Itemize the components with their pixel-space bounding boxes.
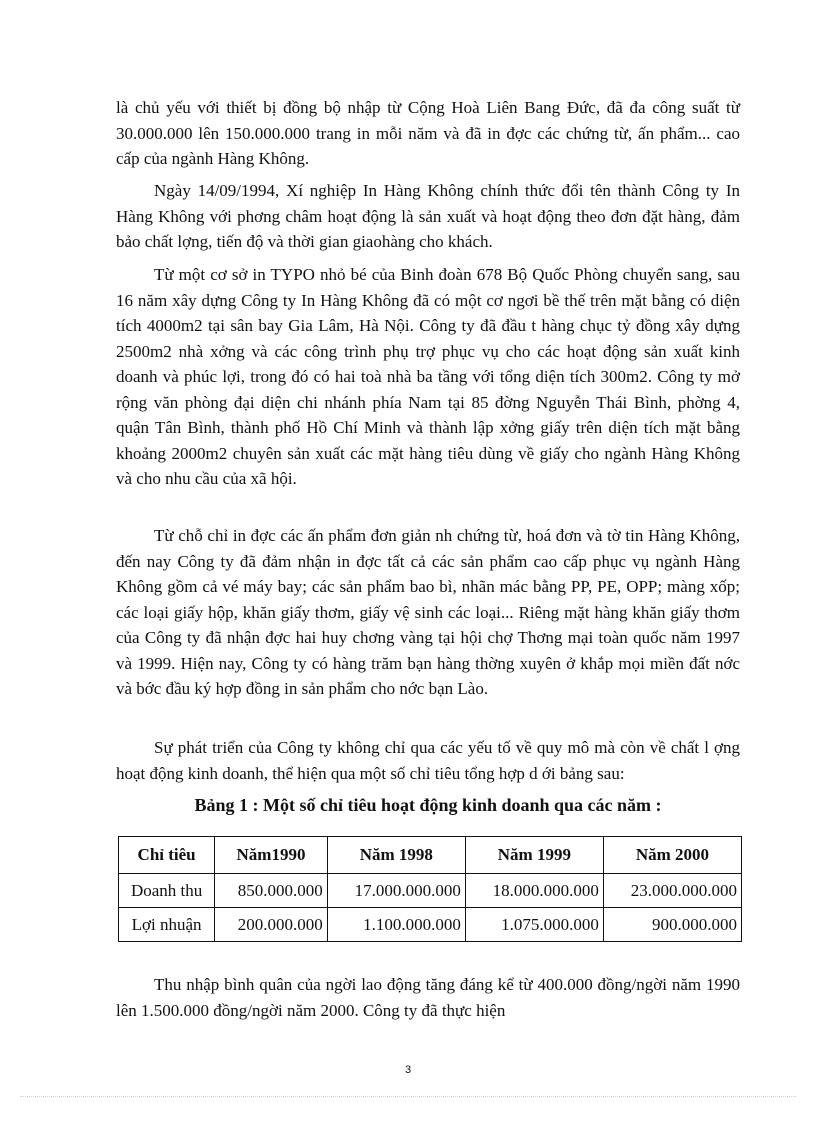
table-header-row: [119, 837, 742, 874]
paragraph-4: [116, 523, 740, 702]
page-number: 3: [404, 1064, 412, 1076]
paragraph-3: [116, 262, 740, 492]
table-cell: 200.000.000: [215, 908, 328, 942]
header-year-1990: Năm1990: [215, 837, 328, 874]
table-cell: 1.100.000.000: [327, 908, 465, 942]
paragraph-1-text: là chủ yếu với thiết bị đồng bộ nhập từ Cộng Hoà Liên Bang Đức, đã đa công suất từ 30.000.000 lên 150.000.000 trang in mỗi năm và đã in đợc các chứng từ, ấn phẩm... cao cấp của ngành Hàng Không.: [116, 98, 740, 168]
page-bottom-divider: [20, 1096, 796, 1097]
header-year-2000: Năm 2000: [603, 837, 741, 874]
paragraph-1: [116, 95, 740, 172]
row-label-revenue: Doanh thu: [119, 874, 215, 908]
table-cell: 1.075.000.000: [465, 908, 603, 942]
table-cell: 23.000.000.000: [603, 874, 741, 908]
table-cell: 850.000.000: [215, 874, 328, 908]
paragraph-6-text: Thu nhập bình quân của ngời lao động tăng đáng kể từ 400.000 đồng/ngời năm 1990 lên 1.500.000 đồng/ngời năm 2000. Công ty đã thực hiện: [116, 975, 740, 1020]
paragraph-3-text: Từ một cơ sở in TYPO nhỏ bé của Binh đoàn 678 Bộ Quốc Phòng chuyển sang, sau 16 năm xây dựng Công ty In Hàng Không đã có một cơ ngơi bề thế trên mặt bằng có diện tích 4000m2 tại sân bay Gia Lâm, Hà Nội. Công ty đã đầu t hàng chục tỷ đồng xây dựng 2500m2 nhà xởng và các công trình phụ trợ phục vụ cho các hoạt động sản xuất kinh doanh và phúc lợi, trong đó có hai toà nhà ba tầng với tổng diện tích 300m2. Công ty mở rộng văn phòng đại diện chi nhánh phía Nam tại 85 đờng Nguyễn Thái Bình, phờng 4, quận Tân Bình, thành phố Hồ Chí Minh và thành lập xởng giấy trên diện tích mặt bằng khoảng 2000m2 chuyên sản xuất các mặt hàng tiêu dùng về giấy cho ngành Hàng Không và cho nhu cầu của xã hội.: [116, 265, 740, 488]
business-indicators-table: [118, 836, 742, 942]
table-cell: 900.000.000: [603, 908, 741, 942]
table-cell: 18.000.000.000: [465, 874, 603, 908]
table-row: [119, 874, 742, 908]
header-year-1999: Năm 1999: [465, 837, 603, 874]
paragraph-5: [116, 735, 740, 786]
table-row: [119, 908, 742, 942]
paragraph-5-text: Sự phát triển của Công ty không chỉ qua các yếu tố về quy mô mà còn về chất l ợng hoạt động kinh doanh, thể hiện qua một số chỉ tiêu tổng hợp d ới bảng sau:: [116, 738, 740, 783]
paragraph-4-text: Từ chỗ chỉ in đợc các ấn phẩm đơn giản nh chứng từ, hoá đơn và tờ tin Hàng Không, đến nay Công ty đã đảm nhận in đợc tất cả các sản phẩm cao cấp phục vụ ngành Hàng Không gồm cả vé máy bay; các sản phẩm bao bì, nhãn mác bằng PP, PE, OPP; màng xốp; các loại giấy hộp, khăn giấy thơm, giấy vệ sinh các loại... Riêng mặt hàng khăn giấy thơm của Công ty đã nhận đợc hai huy chơng vàng tại hội chợ Thơng mại toàn quốc năm 1997 và 1999. Hiện nay, Công ty có hàng trăm bạn hàng thờng xuyên ở khắp mọi miền đất nớc và bớc đầu ký hợp đồng in sản phẩm cho nớc bạn Lào.: [116, 526, 740, 698]
paragraph-2: [116, 178, 740, 255]
header-year-1998: Năm 1998: [327, 837, 465, 874]
table-caption: Bảng 1 : Một số chỉ tiêu hoạt động kinh doanh qua các năm :: [194, 795, 662, 815]
table-cell: 17.000.000.000: [327, 874, 465, 908]
row-label-profit: Lợi nhuận: [119, 908, 215, 942]
paragraph-2-text: Ngày 14/09/1994, Xí nghiệp In Hàng Không chính thức đổi tên thành Công ty In Hàng Không với phơng châm hoạt động là sản xuất và hoạt động theo đơn đặt hàng, đảm bảo chất lợng, tiến độ và thời gian giaohàng cho khách.: [116, 181, 740, 251]
paragraph-6: [116, 972, 740, 1023]
header-indicator: Chỉ tiêu: [119, 837, 215, 874]
